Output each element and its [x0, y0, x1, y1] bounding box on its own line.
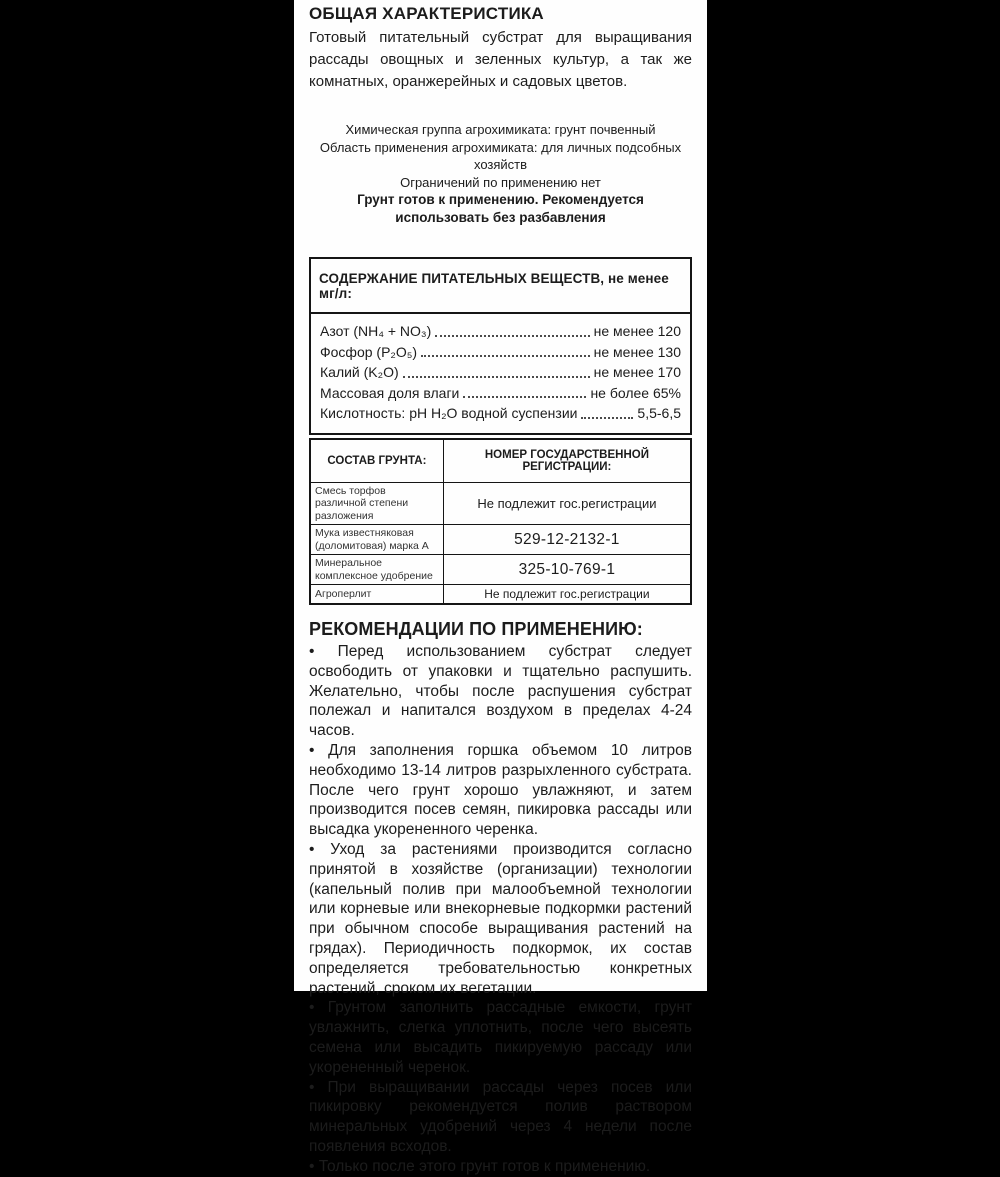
component-name: Смесь торфов различной степени разложения	[310, 482, 443, 525]
recommendation-bullet: • Грунтом заполнить рассадные емкости, грунт увлажнить, слегка уплотнить, после чего высеять семена или высадить пикируемую рассаду или укорененный черенок.	[309, 999, 692, 1076]
registration-number: 325-10-769-1	[443, 555, 691, 585]
agrochemical-info-block	[309, 121, 692, 226]
nutrient-value: 5,5-6,5	[637, 405, 681, 421]
application-area-line: Область применения агрохимиката: для личных подсобных хозяйств	[319, 139, 682, 172]
composition-table	[309, 438, 692, 606]
component-name: Минеральное комплексное удобрение	[310, 555, 443, 585]
nutrient-label: Калий (K₂O)	[320, 364, 399, 380]
composition-header-row	[310, 439, 691, 483]
table-row	[310, 482, 691, 525]
table-row	[310, 555, 691, 585]
nutrients-title: СОДЕРЖАНИЕ ПИТАТЕЛЬНЫХ ВЕЩЕСТВ, не менее мг/л:	[311, 259, 690, 314]
label-content	[294, 0, 707, 1175]
dot-leader	[421, 355, 590, 357]
nutrients-list	[311, 314, 690, 433]
ready-to-use-line: Грунт готов к применению. Рекомендуется использовать без разбавления	[357, 192, 644, 225]
recommendations-title: РЕКОМЕНДАЦИИ ПО ПРИМЕНЕНИЮ:	[309, 619, 643, 639]
table-row	[310, 585, 691, 605]
nutrient-row-potassium	[320, 362, 681, 383]
table-row	[310, 525, 691, 555]
general-characteristics-title: ОБЩАЯ ХАРАКТЕРИСТИКА	[309, 4, 544, 23]
recommendation-bullet: • Перед использованием субстрат следует освободить от упаковки и тщательно распушить. Желательно, чтобы после распушения субстрат полежал и напитался воздухом в пределах 4-24 часов.	[309, 643, 692, 740]
dot-leader	[435, 335, 589, 337]
composition-header-left: СОСТАВ ГРУНТА:	[310, 439, 443, 483]
nutrient-label: Массовая доля влаги	[320, 384, 460, 401]
nutrient-row-nitrogen	[320, 321, 681, 342]
nutrient-label: Кислотность: pH H₂O водной суспензии	[320, 405, 578, 421]
registration-number: Не подлежит гос.регистрации	[443, 482, 691, 525]
component-name: Мука известняковая (доломитовая) марка А	[310, 525, 443, 555]
nutrient-value: не менее 170	[593, 364, 681, 380]
composition-header-right: НОМЕР ГОСУДАРСТВЕННОЙ РЕГИСТРАЦИИ:	[443, 439, 691, 483]
nutrient-value: не более 65%	[590, 384, 681, 401]
no-restrictions-line: Ограничений по применению нет	[400, 174, 601, 190]
nutrient-row-phosphorus	[320, 342, 681, 363]
dot-leader	[581, 417, 633, 419]
chemical-group-line: Химическая группа агрохимиката: грунт почвенный	[345, 122, 656, 137]
recommendation-bullet: • Уход за растениями производится согласно принятой в хозяйстве (организации) технологии (капельный полив при малообъемной технологии или корневые или внекорневые подкормки растений при обычном способе выращивания растений на грядах). Периодичность подкормок, их состав определяется требовательностью конкретных растений, сроком их вегетации.	[309, 840, 692, 997]
component-name: Агроперлит	[310, 585, 443, 605]
registration-number: 529-12-2132-1	[443, 525, 691, 555]
recommendation-bullet: • При выращивании рассады через посев или пикировку рекомендуется полив раствором минеральных удобрений через 4 недели после появления всходов.	[309, 1078, 692, 1155]
nutrient-row-moisture	[320, 383, 681, 404]
nutrient-row-acidity	[320, 403, 681, 424]
right-black-bar	[707, 0, 1000, 1000]
registration-number: Не подлежит гос.регистрации	[443, 585, 691, 605]
recommendation-bullet: • Только после этого грунт готов к применению.	[309, 1157, 651, 1175]
left-black-bar	[0, 0, 294, 1000]
recommendation-bullet: • Для заполнения горшка объемом 10 литров необходимо 13-14 литров разрыхленного субстрата. После чего грунт хорошо увлажняют, и затем производится посев семян, пикировка рассады или высадка укорененного черенка.	[309, 741, 692, 839]
nutrient-value: не менее 130	[593, 343, 681, 360]
nutrient-label: Фосфор (P₂O₅)	[320, 343, 418, 360]
dot-leader	[403, 376, 590, 378]
nutrient-label: Азот (NH₄ + NO₃)	[320, 323, 432, 339]
dot-leader	[463, 396, 586, 398]
nutrient-value: не менее 120	[593, 323, 681, 339]
general-description: Готовый питательный субстрат для выращивания рассады овощных и зеленных культур, а так же комнатных, оранжерейных и садовых цветов.	[309, 29, 692, 90]
nutrients-box	[309, 257, 692, 435]
